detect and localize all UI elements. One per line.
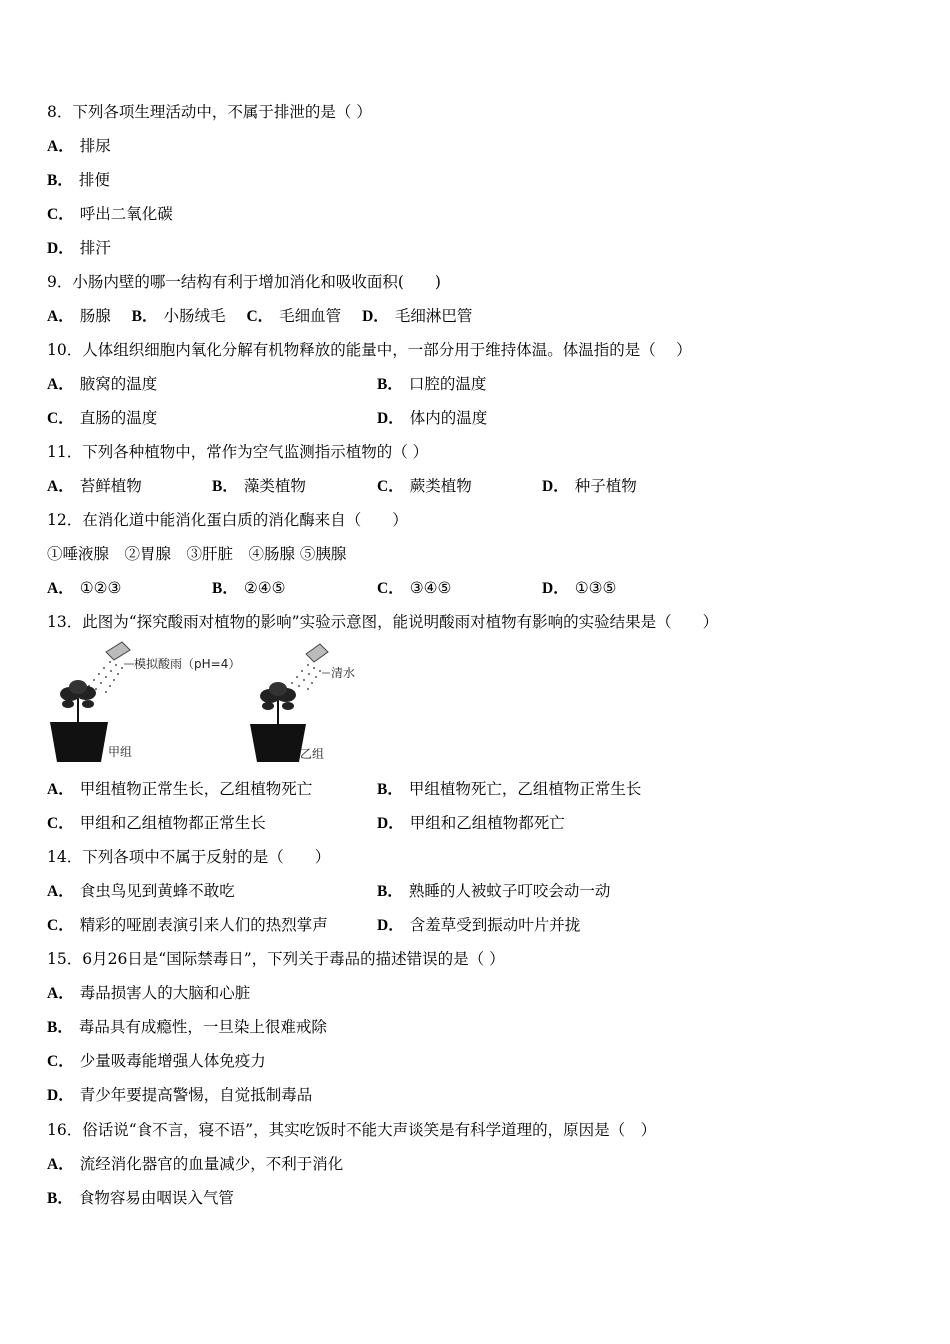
watering-can-icon: [106, 642, 130, 660]
q16-option-b[interactable]: B． 食物容易由咽误入气管: [47, 1189, 234, 1207]
q8-option-d[interactable]: D． 排汗: [47, 239, 111, 257]
q12-option-b[interactable]: B． ②④⑤: [212, 579, 286, 597]
q14-option-a[interactable]: A． 食虫鸟见到黄蜂不敢吃: [47, 882, 235, 900]
q9-stem: 9．小肠内壁的哪一结构有利于增加消化和吸收面积( ): [47, 273, 441, 291]
q13-option-d[interactable]: D． 甲组和乙组植物都死亡: [377, 814, 565, 832]
acid-rain-experiment-figure: [44, 638, 364, 768]
q9-option-d[interactable]: D． 毛细淋巴管: [362, 307, 473, 325]
flower-pot-icon: [50, 722, 108, 762]
spray-dots-icon-b: [286, 664, 321, 693]
q14-option-d[interactable]: D． 含羞草受到振动叶片并拢: [377, 916, 581, 934]
plant-icon-b: [260, 682, 296, 724]
q9-option-a[interactable]: A． 肠腺: [47, 307, 111, 325]
q11-option-c[interactable]: C． 蕨类植物: [377, 477, 472, 495]
q13-option-a[interactable]: A． 甲组植物正常生长，乙组植物死亡: [47, 780, 313, 798]
spray-b-label: 清水: [331, 666, 356, 680]
q13-stem: 13．此图为“探究酸雨对植物的影响”实验示意图，能说明酸雨对植物有影响的实验结果是（ ）: [47, 613, 719, 631]
q9-options: [47, 306, 488, 327]
q14-option-c[interactable]: C． 精彩的哑剧表演引来人们的热烈掌声: [47, 916, 328, 934]
q8-option-a[interactable]: A． 排尿: [47, 137, 111, 155]
q15-option-d[interactable]: D． 青少年要提高警惕，自觉抵制毒品: [47, 1086, 313, 1104]
q12-items: ①唾液腺 ②胃腺 ③肝脏 ④肠腺 ⑤胰腺: [47, 545, 347, 563]
q12-stem: 12．在消化道中能消化蛋白质的消化酶来自（ ）: [47, 511, 408, 529]
q10-option-a[interactable]: A． 腋窝的温度: [47, 375, 158, 393]
q14-option-b[interactable]: B． 熟睡的人被蚊子叮咬会动一动: [377, 882, 611, 900]
spray-a-label: 模拟酸雨（pH=4）: [134, 657, 241, 671]
q15-option-b[interactable]: B． 毒品具有成瘾性，一旦染上很难戒除: [47, 1018, 327, 1036]
plant-icon: [60, 680, 96, 722]
q8-option-c[interactable]: C． 呼出二氧化碳: [47, 205, 173, 223]
q10-option-c[interactable]: C． 直肠的温度: [47, 409, 158, 427]
flower-pot-icon-b: [250, 724, 306, 762]
q8-stem: 8．下列各项生理活动中，不属于排泄的是（ ）: [47, 103, 372, 121]
q11-option-d[interactable]: D． 种子植物: [542, 477, 637, 495]
watering-can-icon-b: [306, 644, 328, 662]
q15-stem: 15．6月26日是“国际禁毒日”，下列关于毒品的描述错误的是（ ）: [47, 950, 505, 968]
q12-option-a[interactable]: A． ①②③: [47, 579, 122, 597]
q13-option-c[interactable]: C． 甲组和乙组植物都正常生长: [47, 814, 266, 832]
q11-option-b[interactable]: B． 藻类植物: [212, 477, 306, 495]
q15-option-a[interactable]: A． 毒品损害人的大脑和心脏: [47, 984, 251, 1002]
q10-stem: 10．人体组织细胞内氧化分解有机物释放的能量中，一部分用于维持体温。体温指的是（ ）: [47, 341, 692, 359]
q16-stem: 16．俗话说“食不言，寝不语”，其实吃饭时不能大声谈笑是有科学道理的，原因是（ ）: [47, 1121, 657, 1139]
q9-option-b[interactable]: B． 小肠绒毛: [131, 307, 226, 325]
group-a-label: 甲组: [108, 745, 133, 759]
q15-option-c[interactable]: C． 少量吸毒能增强人体免疫力: [47, 1052, 266, 1070]
q11-option-a[interactable]: A． 苔鲜植物: [47, 477, 142, 495]
q11-stem: 11．下列各种植物中，常作为空气监测指示植物的（ ）: [47, 443, 429, 461]
q9-option-c[interactable]: C． 毛细血管: [246, 307, 342, 325]
q8-option-b[interactable]: B． 排便: [47, 171, 110, 189]
group-b-label: 乙组: [300, 747, 325, 761]
q14-stem: 14．下列各项中不属于反射的是（ ）: [47, 848, 331, 866]
q12-option-c[interactable]: C． ③④⑤: [377, 579, 452, 597]
q16-option-a[interactable]: A． 流经消化器官的血量减少，不利于消化: [47, 1155, 344, 1173]
q10-option-d[interactable]: D． 体内的温度: [377, 409, 488, 427]
q12-option-d[interactable]: D． ①③⑤: [542, 579, 617, 597]
q13-option-b[interactable]: B． 甲组植物死亡，乙组植物正常生长: [377, 780, 642, 798]
q10-option-b[interactable]: B． 口腔的温度: [377, 375, 487, 393]
